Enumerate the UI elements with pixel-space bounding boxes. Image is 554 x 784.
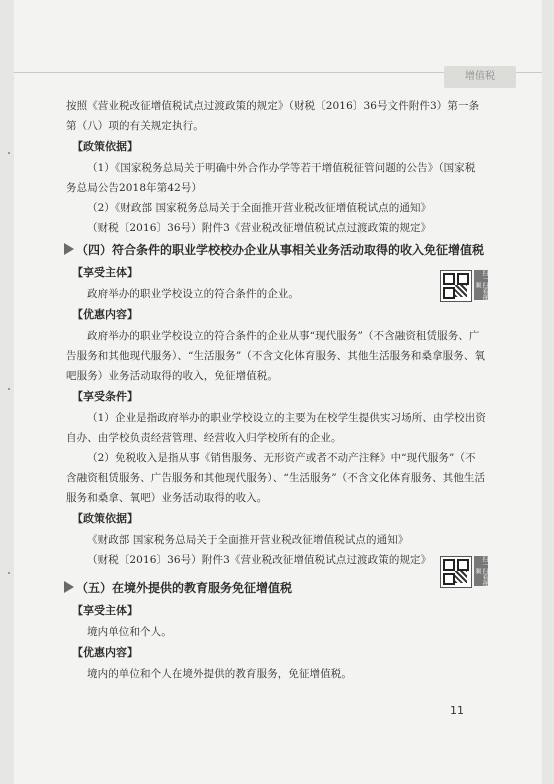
section-title-text: （四）符合条件的职业学校校办企业从事相关业务活动取得的收入免征增值税 [76, 243, 485, 257]
running-title: 增值税 [465, 71, 495, 82]
triangle-icon [64, 581, 74, 593]
paragraph: 境内单位和个人。 [87, 626, 172, 638]
qr-label: 扫一扫看视频 [474, 556, 488, 586]
qr-code-icon[interactable] [440, 556, 472, 588]
heading-preference: 【优惠内容】 [72, 308, 138, 321]
binding-hole-mark [8, 572, 10, 574]
paragraph: 境内的单位和个人在境外提供的教育服务，免征增值税。 [87, 668, 352, 680]
heading-beneficiary: 【享受主体】 [72, 604, 138, 617]
triangle-icon [64, 243, 74, 255]
paragraph: 《财政部 国家税务总局关于全面推开营业税改征增值税试点的通知》 [87, 534, 409, 546]
heading-preference: 【优惠内容】 [72, 646, 138, 659]
qr-label: 扫一扫看视频 [474, 270, 488, 300]
paragraph: （2）《财政部 国家税务总局关于全面推开营业税改征增值税试点的通知》 [87, 202, 432, 214]
qr-code-icon[interactable] [440, 270, 472, 302]
paragraph: 政府举办的职业学校设立的符合条件的企业。 [87, 288, 299, 300]
heading-beneficiary: 【享受主体】 [72, 266, 138, 279]
heading-conditions: 【享受条件】 [72, 390, 138, 403]
page-number: 11 [450, 704, 464, 717]
page [14, 0, 542, 784]
paragraph: 政府举办的职业学校设立的符合条件的企业从事“现代服务”（不含融资租赁服务、广告服务和其他现代服务）、“生活服务”（不含文化体育服务、其他生活服务和桑拿服务、氧吧服务）业务活动取得的收入，免征增值税。 [66, 330, 486, 382]
section-title-5 [64, 576, 486, 600]
binding-hole-mark [8, 152, 10, 154]
heading-policy-basis: 【政策依据】 [72, 512, 138, 525]
paragraph: （财税〔2016〕36号）附件3《营业税改征增值税试点过渡政策的规定》 [87, 554, 432, 566]
binding-hole-mark [8, 388, 10, 390]
paragraph: （2）免税收入是指从事《销售服务、无形资产或者不动产注释》中“现代服务”（不含融资租赁服务、广告服务和其他现代服务）、“生活服务”（不含文化体育服务、其他生活服务和桑拿、氧吧）业务活动取得的收入。 [66, 452, 486, 504]
paragraph: （1）《国家税务总局关于明确中外合作办学等若干增值税征管问题的公告》（国家税务总局公告2018年第42号） [66, 162, 476, 194]
page-content [66, 96, 486, 684]
section-title-4 [64, 238, 486, 262]
paragraph: 按照《营业税改征增值税试点过渡政策的规定》（财税〔2016〕36号文件附件3）第一条第（八）项的有关规定执行。 [66, 100, 480, 132]
running-header [444, 66, 516, 88]
section-title-text: （五）在境外提供的教育服务免征增值税 [76, 581, 293, 595]
paragraph: （1）企业是指政府举办的职业学校设立的主要为在校学生提供实习场所、由学校出资自办、由学校负责经营管理、经营收入归学校所有的企业。 [66, 412, 486, 444]
paragraph: （财税〔2016〕36号）附件3《营业税改征增值税试点过渡政策的规定》 [87, 222, 432, 234]
heading-policy-basis: 【政策依据】 [72, 140, 138, 153]
